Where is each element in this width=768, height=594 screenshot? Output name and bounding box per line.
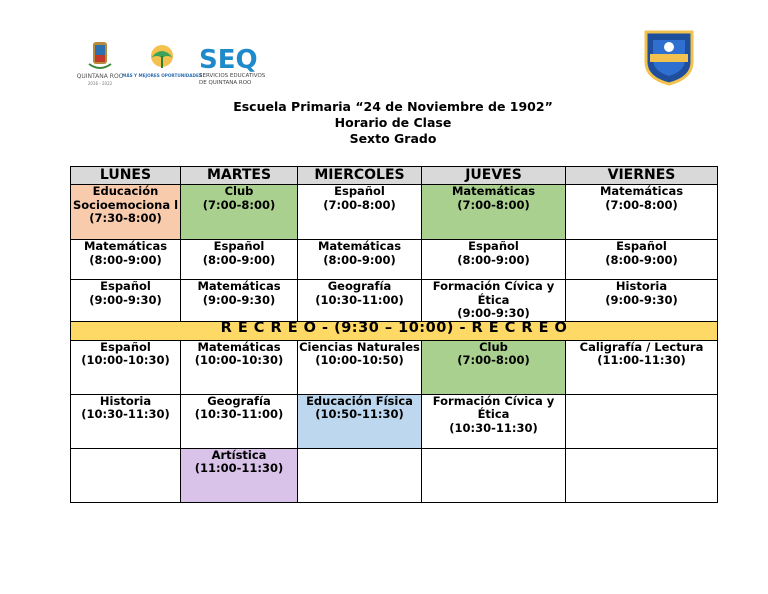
subject-time: (7:00-8:00) bbox=[605, 197, 678, 212]
subject-name: Caligrafía / Lectura bbox=[579, 339, 704, 354]
header-lunes: LUNES bbox=[71, 167, 181, 185]
subject-time: (10:00-10:30) bbox=[81, 353, 170, 367]
schedule-cell bbox=[181, 185, 298, 240]
subject-name: Matemáticas bbox=[599, 184, 684, 198]
schedule-cell bbox=[422, 394, 566, 448]
subject-time: (8:00-9:00) bbox=[605, 252, 678, 267]
schedule-cell bbox=[71, 185, 181, 240]
schedule-cell bbox=[71, 280, 181, 322]
subject-time: (9:00-9:30) bbox=[457, 306, 530, 320]
subject-time: (10:00-10:30) bbox=[194, 353, 284, 367]
schedule-cell bbox=[422, 185, 566, 240]
subject-time: (7:30-8:00) bbox=[89, 211, 162, 225]
subject-name: Formación Cívica y Ética bbox=[432, 393, 555, 421]
table-row bbox=[71, 340, 718, 394]
schedule-cell bbox=[181, 394, 298, 448]
subject-name: Ciencias Naturales bbox=[299, 339, 420, 354]
subject-time: (8:00-9:00) bbox=[457, 252, 530, 267]
class-schedule-table bbox=[70, 166, 718, 503]
subject-time: (8:00-9:00) bbox=[89, 252, 162, 267]
table-row bbox=[71, 280, 718, 322]
schedule-cell bbox=[298, 185, 422, 240]
table-row bbox=[71, 448, 718, 502]
subject-time: (9:00-9:30) bbox=[202, 292, 276, 307]
subject-name: Español bbox=[468, 239, 519, 253]
schedule-cell bbox=[298, 240, 422, 280]
subject-time: (7:00-8:00) bbox=[323, 197, 396, 212]
header-martes: MARTES bbox=[181, 167, 298, 185]
schedule-cell bbox=[71, 340, 181, 394]
subject-name: Educación Socioemociona l bbox=[72, 184, 179, 212]
subject-time: (9:00-9:30) bbox=[605, 292, 678, 307]
subject-time: (11:00-11:30) bbox=[194, 461, 284, 475]
subject-name: Español bbox=[334, 184, 385, 198]
subject-name: Español bbox=[213, 239, 265, 253]
subject-time: (10:30-11:00) bbox=[194, 407, 284, 421]
schedule-cell bbox=[298, 340, 422, 394]
subject-time: (7:00-8:00) bbox=[202, 197, 276, 212]
subject-time: (11:00-11:30) bbox=[597, 353, 686, 367]
header-viernes: VIERNES bbox=[566, 167, 718, 185]
seq-logo bbox=[195, 42, 285, 86]
header-miercoles: MIERCOLES bbox=[298, 167, 422, 185]
schedule-cell bbox=[71, 448, 181, 502]
subject-name: Historia bbox=[615, 279, 668, 293]
schedule-cell bbox=[298, 448, 422, 502]
schedule-cell bbox=[566, 448, 718, 502]
subject-name: Formación Cívica y Ética bbox=[432, 279, 555, 307]
seq-text: SEQ bbox=[199, 45, 258, 75]
subject-name: Geografía bbox=[327, 279, 392, 293]
schedule-cell bbox=[566, 394, 718, 448]
subject-name: Educación Física bbox=[306, 393, 413, 408]
schedule-cell bbox=[181, 448, 298, 502]
subject-time: (10:30-11:30) bbox=[449, 420, 538, 435]
subject-time: (9:00-9:30) bbox=[89, 292, 162, 307]
seq-caption-2: DE QUINTANA ROO bbox=[199, 80, 252, 86]
schedule-cell bbox=[181, 280, 298, 322]
subject-time: (7:00-8:00) bbox=[457, 197, 530, 212]
subject-time: (10:30-11:30) bbox=[81, 407, 170, 421]
schedule-cell bbox=[566, 340, 718, 394]
schedule-cell bbox=[566, 280, 718, 322]
quintana-roo-logo bbox=[75, 40, 125, 88]
recreo-banner: R E C R E O - (9:30 – 10:00) - R E C R E O bbox=[71, 321, 718, 340]
table-header-row bbox=[71, 167, 718, 185]
recreo-row bbox=[71, 321, 718, 340]
schedule-cell bbox=[181, 240, 298, 280]
subject-time: (10:30-11:00) bbox=[315, 292, 404, 307]
schedule-cell bbox=[422, 240, 566, 280]
schedule-cell bbox=[71, 240, 181, 280]
header-jueves: JUEVES bbox=[422, 167, 566, 185]
document-title-block bbox=[70, 99, 716, 147]
subject-time: (10:50-11:30) bbox=[315, 407, 404, 421]
schedule-cell bbox=[298, 394, 422, 448]
subject-name: Español bbox=[616, 239, 667, 253]
seq-caption-1: SERVICIOS EDUCATIVOS bbox=[199, 73, 266, 79]
subject-time: (8:00-9:00) bbox=[202, 252, 276, 267]
table-row bbox=[71, 240, 718, 280]
schedule-cell bbox=[71, 394, 181, 448]
schedule-subtitle: Horario de Clase bbox=[334, 115, 452, 130]
subject-name: Club bbox=[479, 339, 508, 354]
subject-name: Español bbox=[100, 339, 151, 354]
schedule-cell bbox=[422, 340, 566, 394]
subject-name: Artística bbox=[211, 447, 267, 462]
subject-name: Matemáticas bbox=[451, 184, 536, 198]
subject-name: Historia bbox=[99, 393, 152, 408]
grade-label: Sexto Grado bbox=[349, 131, 437, 146]
subject-name: Club bbox=[224, 184, 254, 198]
schedule-cell bbox=[422, 280, 566, 322]
schedule-cell bbox=[298, 280, 422, 322]
school-shield-logo bbox=[640, 28, 698, 86]
subject-name: Matemáticas bbox=[317, 239, 402, 253]
subject-name: Matemáticas bbox=[197, 279, 281, 293]
qroo-caption: QUINTANA ROO bbox=[76, 73, 124, 80]
table-row bbox=[71, 185, 718, 240]
table-row bbox=[71, 394, 718, 448]
schedule-cell bbox=[566, 240, 718, 280]
subject-name: Español bbox=[100, 279, 151, 293]
subject-name: Matemáticas bbox=[83, 239, 168, 253]
qroo-years: 2016 - 2022 bbox=[87, 81, 113, 86]
schedule-cell bbox=[181, 340, 298, 394]
schedule-cell bbox=[566, 185, 718, 240]
school-name: Escuela Primaria “24 de Noviembre de 1902” bbox=[233, 99, 553, 114]
subject-name: Matemáticas bbox=[197, 339, 281, 354]
subject-name: Geografía bbox=[207, 393, 271, 408]
subject-time: (8:00-9:00) bbox=[323, 252, 396, 267]
mas-oportunidades-logo bbox=[122, 42, 202, 86]
subject-time: (7:00-8:00) bbox=[457, 353, 530, 367]
mas-caption: MÁS Y MEJORES OPORTUNIDADES bbox=[122, 73, 202, 78]
schedule-cell bbox=[422, 448, 566, 502]
subject-time: (10:00-10:50) bbox=[315, 353, 404, 367]
